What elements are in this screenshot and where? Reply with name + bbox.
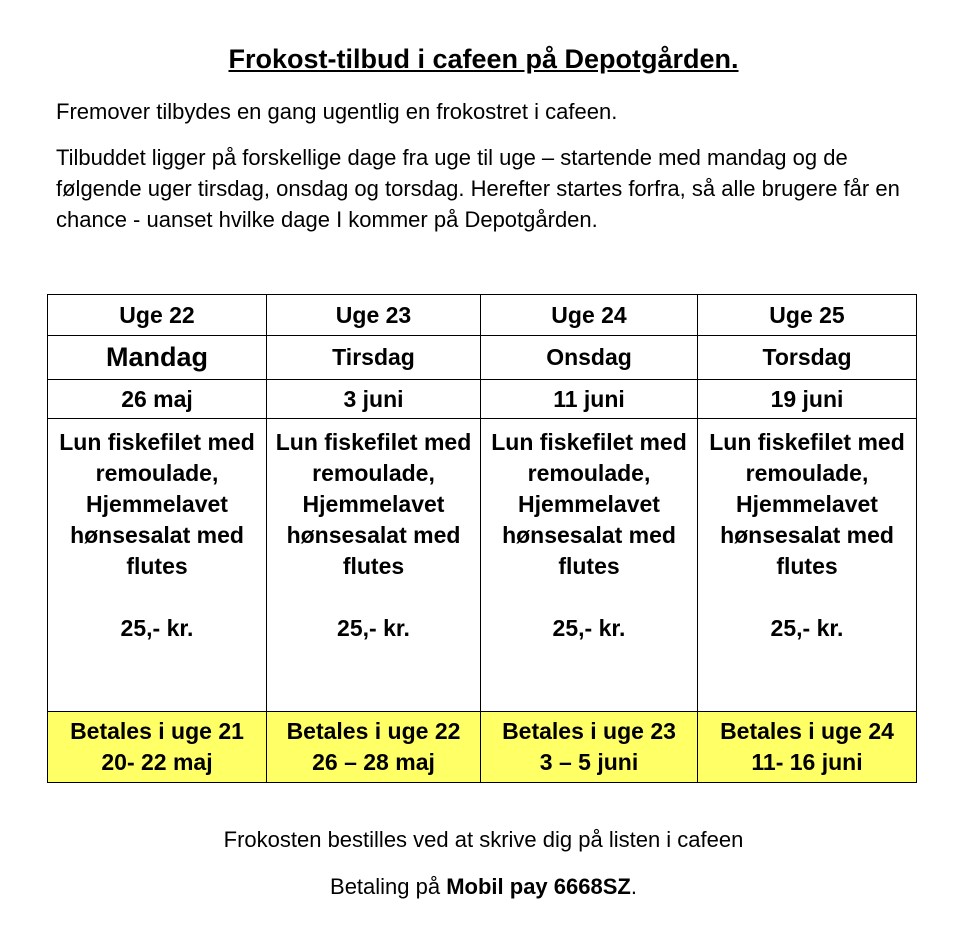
menu-cell xyxy=(481,419,698,712)
day-cell: Mandag xyxy=(48,336,267,380)
menu-text: Lun fiskefilet med remoulade, Hjemmelavet hønsesalat med flutes xyxy=(275,429,472,579)
week-row xyxy=(48,295,917,336)
menu-text: Lun fiskefilet med remoulade, Hjemmelavet hønsesalat med flutes xyxy=(491,429,687,579)
date-cell: 19 juni xyxy=(698,380,917,419)
date-cell: 26 maj xyxy=(48,380,267,419)
day-cell: Onsdag xyxy=(481,336,698,380)
order-instructions: Frokosten bestilles ved at skrive dig på listen i cafeen xyxy=(223,827,744,852)
payment-dates: 20- 22 maj xyxy=(101,749,213,775)
description-paragraph: Tilbuddet ligger på forskellige dage fra uge til uge – startende med mandag og de følgende uger tirsdag, onsdag og torsdag. Herefter startes forfra, så alle brugere får en chance - uanset hvilke dage I kommer på Depotgården. xyxy=(56,145,900,232)
lunch-schedule-table xyxy=(47,294,917,783)
menu-text: Lun fiskefilet med remoulade, Hjemmelavet hønsesalat med flutes xyxy=(709,429,905,579)
menu-row xyxy=(48,419,917,712)
payment-label: Betales i uge 21 xyxy=(70,718,244,744)
day-cell: Tirsdag xyxy=(267,336,481,380)
date-row xyxy=(48,380,917,419)
payment-dates: 3 – 5 juni xyxy=(539,749,639,775)
payment-row xyxy=(48,712,917,783)
page-title: Frokost-tilbud i cafeen på Depotgården. xyxy=(228,44,739,74)
payment-method: Mobil pay 6668SZ xyxy=(446,874,631,899)
price: 25,- kr. xyxy=(120,615,194,641)
week-cell: Uge 25 xyxy=(698,295,917,336)
price: 25,- kr. xyxy=(552,615,626,641)
date-cell: 11 juni xyxy=(481,380,698,419)
day-row xyxy=(48,336,917,380)
intro-paragraph: Fremover tilbydes en gang ugentlig en frokostret i cafeen. xyxy=(56,99,618,124)
day-cell: Torsdag xyxy=(698,336,917,380)
payment-label: Betales i uge 22 xyxy=(286,718,461,744)
payment-cell xyxy=(698,712,917,783)
payment-cell xyxy=(48,712,267,783)
menu-cell xyxy=(698,419,917,712)
payment-label: Betales i uge 24 xyxy=(720,718,894,744)
payment-info xyxy=(0,874,967,900)
week-cell: Uge 22 xyxy=(48,295,267,336)
payment-suffix: . xyxy=(630,874,637,899)
menu-cell xyxy=(267,419,481,712)
price: 25,- kr. xyxy=(337,615,410,641)
week-cell: Uge 23 xyxy=(267,295,481,336)
payment-prefix: Betaling på xyxy=(330,874,447,899)
menu-cell xyxy=(48,419,267,712)
price: 25,- kr. xyxy=(770,615,844,641)
payment-cell xyxy=(267,712,481,783)
date-cell: 3 juni xyxy=(267,380,481,419)
menu-text: Lun fiskefilet med remoulade, Hjemmelavet hønsesalat med flutes xyxy=(59,429,255,579)
week-cell: Uge 24 xyxy=(481,295,698,336)
payment-label: Betales i uge 23 xyxy=(502,718,676,744)
payment-dates: 26 – 28 maj xyxy=(312,749,435,775)
payment-cell xyxy=(481,712,698,783)
payment-dates: 11- 16 juni xyxy=(751,749,863,775)
